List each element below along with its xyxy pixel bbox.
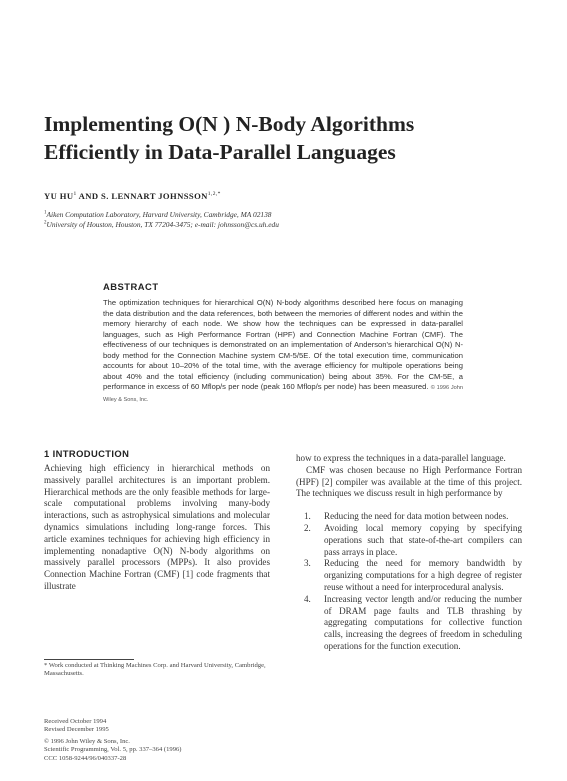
affiliation-1-sup: 1 xyxy=(44,210,47,216)
affiliation-2-sup: 2 xyxy=(44,220,47,226)
left-column xyxy=(44,463,270,593)
publication-info xyxy=(44,718,270,763)
journal-citation: Scientific Programming, Vol. 5, pp. 337–364 (1996) xyxy=(44,746,182,754)
list-item-text: Increasing vector length and/or reducing the number of DRAM page faults and TLB thrashing by aggregating computations for collective function calls, increasing the degrees of freedom in scheduling operations for the function execution. xyxy=(324,593,522,651)
received-date: Received October 1994 xyxy=(44,718,107,725)
technique-list xyxy=(296,511,522,653)
list-item xyxy=(296,558,522,593)
author-list xyxy=(44,191,221,201)
abstract-text: The optimization techniques for hierarchical O(N) N-body algorithms described here focus on managing the data distribution and the data references, both between the memories of different nodes and within the memory hierarchy of each node. We show how the techniques can be expressed in data-parallel languages, such as High Performance Fortran (HPF) and Connection Machine Fortran (CMF). The effectiveness of our techniques is demonstrated on an implementation of Anderson's hierarchical O(N) N-body method for the Connection Machine system CM-5/5E. Of the total execution time, communication accounts for about 10–20% of the total time, with the average efficiency for multipole operations being about 40% and the total efficiency (including communication) being about 35%. For the CM-5E, a performance in excess of 60 Mflop/s per node (peak 160 Mflop/s per node) has been measured. xyxy=(103,298,463,391)
list-item-number: 2. xyxy=(304,522,311,533)
author-2-sup: 1,2,* xyxy=(207,191,221,198)
abstract-body xyxy=(103,298,463,405)
author-1-sup: 1 xyxy=(73,191,77,198)
list-item-number: 1. xyxy=(304,511,311,522)
list-item-text: Reducing the need for memory bandwidth by organizing computations for a high degree of register reuse without a need for interprocedural analysis. xyxy=(324,558,522,592)
author-connector: AND S. LENNART JOHNSSON xyxy=(76,191,208,201)
list-item-number: 4. xyxy=(304,593,311,604)
affiliation-1-text: Aiken Computation Laboratory, Harvard University, Cambridge, MA 02138 xyxy=(46,210,272,219)
footnote xyxy=(44,662,270,679)
list-item-text: Avoiding local memory copying by specifying operations such that state-of-the-art compilers can pass arrays in place. xyxy=(324,522,522,557)
section-heading-introduction: 1 INTRODUCTION xyxy=(44,448,130,459)
affiliation-2-text: University of Houston, Houston, TX 77204-3475; e-mail: johnsson@cs.uh.edu xyxy=(46,220,279,229)
title-line-1: Implementing O(N ) N-Body Algorithms xyxy=(44,112,415,136)
list-item-number: 3. xyxy=(304,558,311,569)
list-item xyxy=(296,594,522,653)
footnote-rule xyxy=(44,659,134,660)
ccc-code: CCC 1058-9244/96/040337-28 xyxy=(44,754,127,762)
title-line-2: Efficiently in Data-Parallel Languages xyxy=(44,140,396,164)
affiliation-2 xyxy=(44,220,524,229)
paper-title xyxy=(44,110,524,166)
intro-paragraph-2: CMF was chosen because no High Performance Fortran (HPF) [2] compiler was available at the time of this project. The techniques we discuss result in high performance by xyxy=(296,464,522,499)
intro-continuation: how to express the techniques in a data-parallel language. xyxy=(296,453,506,463)
abstract-heading: ABSTRACT xyxy=(103,281,159,292)
right-column xyxy=(296,453,522,653)
footnote-text: * Work conducted at Thinking Machines Corp. and Harvard University, Cambridge, Massachusetts. xyxy=(44,662,266,678)
author-1-name: YU HU xyxy=(44,191,74,201)
affiliation-1 xyxy=(44,210,524,219)
intro-paragraph-1: Achieving high efficiency in hierarchical methods on massively parallel architectures is an important problem. Hierarchical methods are the only feasible methods for large-scale computational problems involving many-body interactions, such as astrophysical simulations and molecular dynamics simulations including long-range forces. This article examines techniques for achieving high efficiency in implementing nonadaptive O(N) N-body algorithms on massively parallel processors (MPPs). It also provides Connection Machine Fortran (CMF) [1] code fragments that illustrate xyxy=(44,463,270,591)
abstract-copyright: © 1996 John Wiley & Sons, Inc. xyxy=(103,385,463,403)
publication-copyright: © 1996 John Wiley & Sons, Inc. xyxy=(44,737,130,745)
list-item xyxy=(296,511,522,523)
revised-date: Revised December 1995 xyxy=(44,726,109,734)
list-item-text: Reducing the need for data motion between nodes. xyxy=(324,511,509,522)
list-item xyxy=(296,523,522,558)
